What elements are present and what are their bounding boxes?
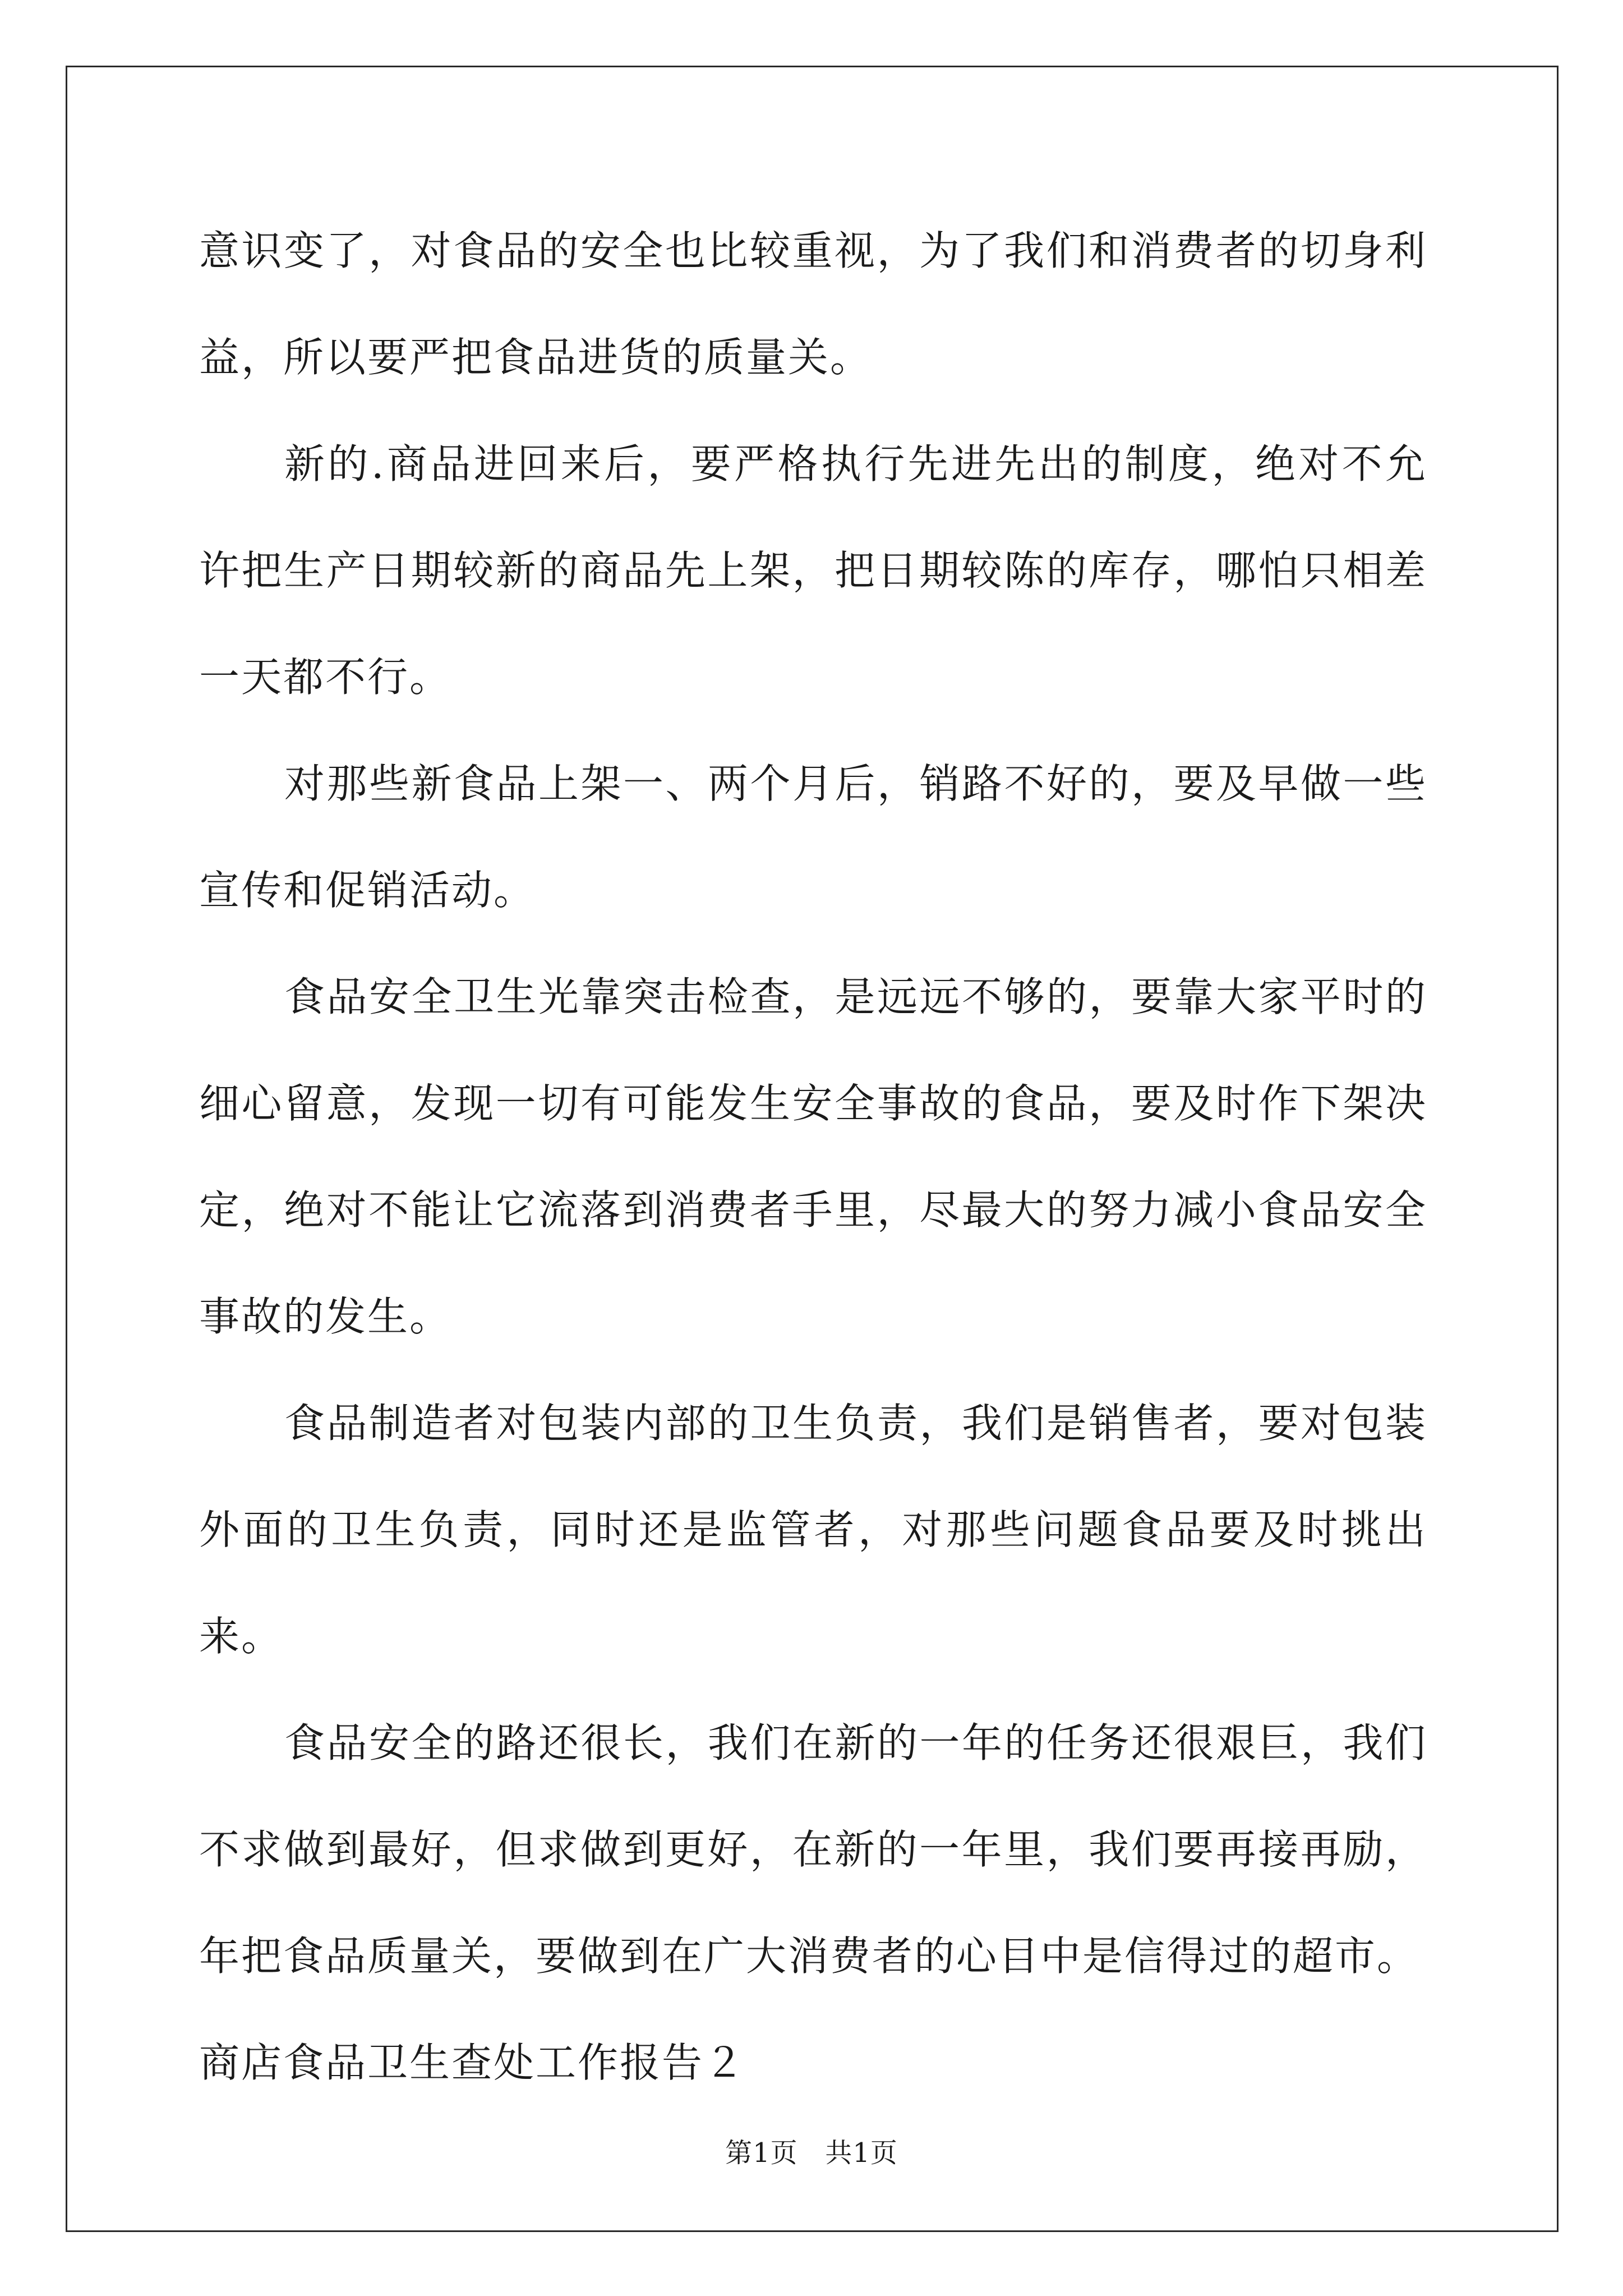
paragraph-1: 意识变了，对食品的安全也比较重视，为了我们和消费者的切身利益，所以要严把食品进货的质量关。 [199,227,1427,381]
page-number: 第1页 [725,2137,798,2169]
section-heading: 商店食品卫生查处工作报告２ [199,2039,746,2086]
paragraph-3: 对那些新食品上架一、两个月后，销路不好的，要及早做一些宣传和促销活动。 [199,760,1427,914]
document-body [199,197,1427,2116]
paragraph-2: 新的.商品进回来后，要严格执行先进先出的制度，绝对不允许把生产日期较新的商品先上架，把日期较陈的库存，哪怕只相差一天都不行。 [199,440,1427,701]
page-footer [0,2136,1623,2170]
page-total: 共1页 [825,2137,898,2169]
paragraph-4: 食品安全卫生光靠突击检查，是远远不够的，要靠大家平时的细心留意，发现一切有可能发生安全事故的食品，要及时作下架决定，绝对不能让它流落到消费者手里，尽最大的努力减小食品安全事故的发生。 [199,973,1427,1340]
paragraph-6: 食品安全的路还很长，我们在新的一年的任务还很艰巨，我们不求做到最好，但求做到更好，在新的一年里，我们要再接再励，年把食品质量关，要做到在广大消费者的心目中是信得过的超市。 [199,1719,1427,1980]
paragraph-5: 食品制造者对包装内部的卫生负责，我们是销售者，要对包装外面的卫生负责，同时还是监管者，对那些问题食品要及时挑出来。 [199,1400,1427,1660]
